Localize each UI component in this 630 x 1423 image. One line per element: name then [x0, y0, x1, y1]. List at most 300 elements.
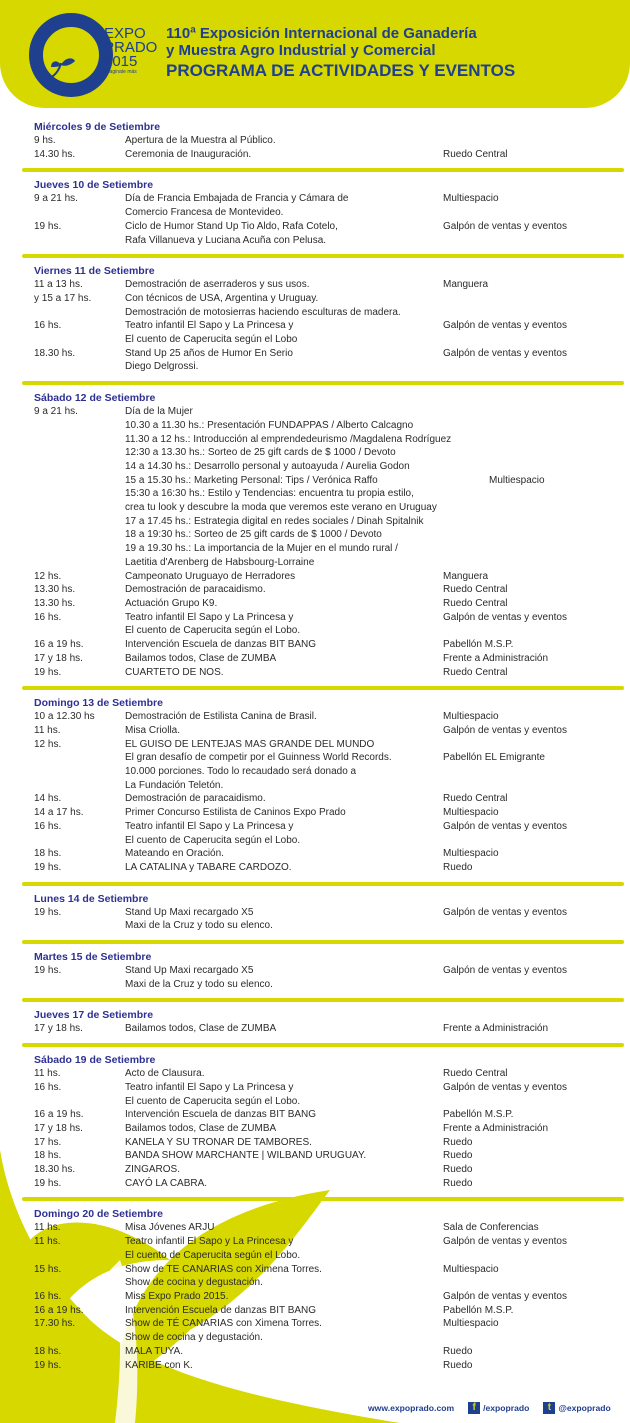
event-row — [34, 347, 612, 361]
day-section — [34, 391, 612, 690]
event-row — [34, 1276, 612, 1290]
event-row — [34, 433, 612, 447]
day-heading: Sábado 19 de Setiembre — [34, 1054, 156, 1067]
event-desc: Día de Francia Embajada de Francia y Cámara de — [125, 193, 349, 205]
event-loc: Galpón de ventas y eventos — [443, 220, 567, 232]
event-loc: Ruedo — [443, 1136, 473, 1148]
day-section — [34, 892, 612, 944]
event-desc: Día de la Mujer — [125, 406, 193, 418]
event-loc: Ruedo Central — [443, 666, 508, 678]
event-time — [34, 460, 125, 474]
event-time: 19 hs. — [34, 1177, 62, 1189]
event-loc: Galpón de ventas y eventos — [443, 820, 567, 832]
event-row — [34, 779, 612, 793]
event-row — [34, 1149, 612, 1163]
day-heading: Jueves 10 de Setiembre — [34, 179, 154, 192]
event-row — [34, 1136, 612, 1150]
event-time — [34, 206, 125, 220]
event-time: 14 a 17 hs. — [34, 807, 84, 819]
twitter-link[interactable] — [543, 1402, 610, 1414]
event-loc: Ruedo Central — [443, 584, 508, 596]
event-time: 19 hs. — [34, 220, 62, 232]
event-desc: Campeonato Uruguayo de Herradores — [125, 570, 296, 582]
section-divider — [22, 1197, 624, 1201]
event-time: 16 a 19 hs. — [34, 1109, 84, 1121]
event-time: 19 hs. — [34, 861, 62, 873]
event-time: 19 hs. — [34, 1359, 62, 1371]
event-time: 10 a 12.30 hs — [34, 711, 95, 723]
event-row — [34, 474, 612, 488]
facebook-icon: f — [468, 1402, 480, 1414]
event-time — [34, 978, 125, 992]
event-desc: El gran desafío de competir por el Guinness World Records. — [125, 752, 392, 764]
logo-tagline: Imaginate más — [104, 69, 137, 75]
event-loc: Ruedo Central — [443, 597, 508, 609]
event-row — [34, 1177, 612, 1191]
event-row — [34, 1221, 612, 1235]
event-desc: CUARTETO DE NOS. — [125, 666, 224, 678]
event-row — [34, 292, 612, 306]
event-desc: 11.30 a 12 hs.: Introducción al emprendedeurismo /Magdalena Rodríguez — [125, 433, 452, 445]
event-loc: Ruedo — [443, 1177, 473, 1189]
event-row — [34, 1108, 612, 1122]
event-desc: EL GUISO DE LENTEJAS MAS GRANDE DEL MUNDO — [125, 738, 375, 750]
event-loc: Galpón de ventas y eventos — [443, 1236, 567, 1248]
event-row — [34, 710, 612, 724]
header-titles — [166, 25, 606, 81]
event-desc: Demostración de motosierras haciendo esculturas de madera. — [125, 306, 401, 318]
event-time: 11 a 13 hs. — [34, 279, 83, 291]
event-time: 16 hs. — [34, 1291, 62, 1302]
event-time: 17 y 18 hs. — [34, 1122, 83, 1134]
event-row — [34, 751, 612, 765]
event-time: 18 hs. — [34, 848, 62, 860]
day-section — [34, 1053, 612, 1201]
event-row — [34, 278, 612, 292]
event-time — [34, 419, 125, 433]
event-desc: Misa Criolla. — [125, 724, 181, 736]
event-desc: BANDA SHOW MARCHANTE | WILBAND URUGUAY. — [125, 1150, 367, 1162]
header-banner — [0, 0, 630, 108]
event-row — [34, 1122, 612, 1136]
event-row — [34, 1317, 612, 1331]
event-time: 13.30 hs. — [34, 584, 76, 596]
event-row — [34, 405, 612, 419]
day-heading: Domingo 13 de Setiembre — [34, 697, 163, 710]
event-desc: Mateando en Oración. — [125, 848, 224, 860]
event-loc: Frente a Administración — [443, 1122, 549, 1134]
event-desc: 10.30 a 11.30 hs.: Presentación FUNDAPPAS / Alberto Calcagno — [125, 419, 414, 431]
event-row — [34, 306, 612, 320]
event-desc: Bailamos todos, Clase de ZUMBA — [125, 1122, 277, 1134]
event-desc: Stand Up Maxi recargado X5 — [125, 965, 254, 977]
event-loc: Pabellón M.S.P. — [443, 639, 514, 651]
website-link[interactable]: www.expoprado.com — [368, 1403, 455, 1413]
event-desc: Demostración de aserraderos y sus usos. — [125, 279, 310, 291]
twitter-icon: t — [543, 1402, 555, 1414]
section-divider — [22, 882, 624, 886]
section-divider — [22, 998, 624, 1002]
event-desc: KARIBE con K. — [125, 1359, 193, 1371]
event-row — [34, 847, 612, 861]
event-time: 17 y 18 hs. — [34, 1023, 83, 1035]
event-time: 11 hs. — [34, 724, 61, 736]
event-row — [34, 528, 612, 542]
event-row — [34, 638, 612, 652]
event-loc: Ruedo Central — [443, 1068, 508, 1080]
event-desc: KANELA Y SU TRONAR DE TAMBORES. — [125, 1136, 312, 1148]
event-row — [34, 1235, 612, 1249]
event-time — [34, 528, 125, 542]
event-desc: Miss Expo Prado 2015. — [125, 1291, 229, 1302]
event-desc: Teatro infantil El Sapo y La Princesa y — [125, 611, 294, 623]
event-desc: Intervención Escuela de danzas BIT BANG — [125, 1109, 317, 1121]
event-desc: Stand Up 25 años de Humor En Serio — [125, 347, 293, 359]
day-section — [34, 1207, 612, 1372]
day-heading: Miércoles 9 de Setiembre — [34, 121, 161, 133]
expoprado-logo-ring — [29, 13, 113, 97]
logo-line2: PRADO — [104, 39, 158, 56]
event-loc: Multiespacio — [443, 807, 499, 819]
event-desc: CAYÓ LA CABRA. — [125, 1177, 208, 1189]
event-desc: Teatro infantil El Sapo y La Princesa y — [125, 1236, 294, 1248]
event-desc: Stand Up Maxi recargado X5 — [125, 906, 254, 918]
event-row — [34, 792, 612, 806]
event-loc: Manguera — [443, 570, 489, 582]
event-time: 16 a 19 hs. — [34, 1304, 84, 1316]
event-row — [34, 333, 612, 347]
event-desc: Actuación Grupo K9. — [125, 597, 218, 609]
event-time: 11 hs. — [34, 1222, 61, 1234]
event-row — [34, 134, 612, 148]
event-time — [34, 834, 125, 848]
event-desc: Teatro infantil El Sapo y La Princesa y — [125, 320, 294, 332]
day-section — [34, 120, 612, 172]
event-desc: Show de TÉ CANARIAS con Ximena Torres. — [125, 1318, 322, 1330]
event-row — [34, 1359, 612, 1373]
event-time: 17 y 18 hs. — [34, 652, 83, 664]
event-loc: Multiespacio — [443, 1263, 499, 1275]
event-desc: Acto de Clausura. — [125, 1068, 205, 1080]
day-section — [34, 696, 612, 885]
event-desc: Teatro infantil El Sapo y La Princesa y — [125, 820, 294, 832]
event-desc: Demostración de paracaidismo. — [125, 793, 266, 805]
event-desc: Misa Jóvenes ARJU — [125, 1222, 215, 1234]
event-row — [34, 419, 612, 433]
event-row — [34, 1095, 612, 1109]
event-row — [34, 738, 612, 752]
event-row — [34, 515, 612, 529]
event-loc: Galpón de ventas y eventos — [443, 965, 567, 977]
event-row — [34, 820, 612, 834]
event-desc: LA CATALINA y TABARE CARDOZO. — [125, 861, 292, 873]
event-time: 14 hs. — [34, 793, 62, 805]
day-heading: Jueves 17 de Setiembre — [34, 1009, 154, 1022]
event-row — [34, 611, 612, 625]
event-time: 17 hs. — [34, 1136, 62, 1148]
event-time — [34, 542, 125, 556]
event-desc: 10.000 porciones. Todo lo recaudado será donado a — [125, 766, 357, 778]
day-heading: Martes 15 de Setiembre — [34, 951, 152, 964]
event-row — [34, 861, 612, 875]
day-heading: Lunes 14 de Setiembre — [34, 892, 149, 905]
event-row — [34, 556, 612, 570]
sprout-icon — [45, 57, 85, 83]
event-loc: Multiespacio — [489, 474, 545, 486]
event-row — [34, 583, 612, 597]
title-line-2: y Muestra Agro Industrial y Comercial — [166, 42, 436, 59]
event-time — [34, 1249, 125, 1263]
day-section — [34, 264, 612, 385]
event-time — [34, 306, 125, 320]
section-divider — [22, 686, 624, 690]
event-time — [34, 515, 125, 529]
event-desc: El cuento de Caperucita según el Lobo. — [125, 1095, 301, 1107]
event-loc: Galpón de ventas y eventos — [443, 906, 567, 918]
page-title: PROGRAMA DE ACTIVIDADES Y EVENTOS — [166, 61, 516, 80]
event-time: 16 a 19 hs. — [34, 639, 84, 651]
event-loc: Galpón de ventas y eventos — [443, 1081, 567, 1093]
event-loc: Frente a Administración — [443, 1023, 549, 1035]
section-divider — [22, 254, 624, 258]
event-loc: Pabellón EL Emigrante — [443, 752, 545, 764]
event-desc: 18 a 19:30 hs.: Sorteo de 25 gift cards de $ 1000 / Devoto — [125, 529, 382, 541]
event-desc: El cuento de Caperucita según el Lobo. — [125, 834, 301, 846]
event-desc: Bailamos todos, Clase de ZUMBA — [125, 652, 277, 664]
event-desc: Diego Delgrossi. — [125, 361, 199, 373]
event-loc: Galpón de ventas y eventos — [443, 611, 567, 623]
event-loc: Multiespacio — [443, 711, 499, 723]
event-row — [34, 234, 612, 248]
event-time: 13.30 hs. — [34, 597, 76, 609]
day-section — [34, 950, 612, 1002]
event-desc: Show de cocina y degustación. — [125, 1332, 263, 1344]
event-desc: Apertura de la Muestra al Público. — [125, 135, 276, 146]
event-row — [34, 597, 612, 611]
event-time: 18.30 hs. — [34, 347, 76, 359]
event-row — [34, 1022, 612, 1036]
event-time — [34, 360, 125, 374]
event-time: 12 hs. — [34, 570, 62, 582]
event-time — [34, 487, 125, 501]
event-time — [34, 779, 125, 793]
event-desc: Comercio Francesa de Montevideo. — [125, 207, 284, 219]
event-loc: Ruedo Central — [443, 793, 508, 805]
event-loc: Pabellón M.S.P. — [443, 1304, 514, 1316]
schedule-list — [34, 120, 612, 1372]
event-time — [34, 556, 125, 570]
event-time: 19 hs. — [34, 666, 62, 678]
event-row — [34, 1163, 612, 1177]
event-row — [34, 1081, 612, 1095]
event-desc: Maxi de la Cruz y todo su elenco. — [125, 920, 273, 932]
event-time — [34, 765, 125, 779]
footer-links — [368, 1402, 611, 1414]
event-time: 9 a 21 hs. — [34, 406, 78, 418]
event-desc: 15:30 a 16:30 hs.: Estilo y Tendencias: encuentra tu propia estilo, — [125, 488, 414, 500]
event-desc: crea tu look y descubre la moda que veremos este verano en Uruguay — [125, 502, 437, 514]
event-time: 16 hs. — [34, 1081, 62, 1093]
event-row — [34, 1263, 612, 1277]
day-heading: Sábado 12 de Setiembre — [34, 392, 156, 405]
event-time: 17.30 hs. — [34, 1318, 76, 1330]
event-row — [34, 1249, 612, 1263]
event-row — [34, 192, 612, 206]
event-time — [34, 433, 125, 447]
event-row — [34, 148, 612, 162]
event-loc: Galpón de ventas y eventos — [443, 1291, 567, 1302]
title-line-1: 110ª Exposición Internacional de Ganadería — [166, 25, 477, 42]
event-row — [34, 542, 612, 556]
event-row — [34, 446, 612, 460]
event-desc: 17 a 17.45 hs.: Estrategia digital en redes sociales / Dinah Spitalnik — [125, 515, 424, 527]
event-loc: Multiespacio — [443, 193, 499, 205]
event-row — [34, 360, 612, 374]
event-time — [34, 751, 125, 765]
event-row — [34, 1345, 612, 1359]
event-desc: Demostración de Estilista Canina de Brasil. — [125, 711, 317, 723]
event-loc: Ruedo — [443, 1150, 473, 1162]
event-time — [34, 446, 125, 460]
day-section — [34, 1008, 612, 1047]
event-row — [34, 220, 612, 234]
event-time — [34, 624, 125, 638]
day-heading: Domingo 20 de Setiembre — [34, 1208, 163, 1221]
event-desc: El cuento de Caperucita según el Lobo. — [125, 625, 301, 637]
event-time: 19 hs. — [34, 906, 62, 918]
event-time: 16 hs. — [34, 320, 62, 332]
event-row — [34, 964, 612, 978]
twitter-handle: @expoprado — [558, 1403, 611, 1413]
event-time: 12 hs. — [34, 738, 62, 750]
event-row — [34, 666, 612, 680]
section-divider — [22, 168, 624, 172]
event-time: 16 hs. — [34, 611, 62, 623]
event-loc: Ruedo Central — [443, 148, 508, 160]
event-row — [34, 1331, 612, 1345]
logo-line3: 2015 — [104, 53, 138, 70]
event-loc: Galpón de ventas y eventos — [443, 724, 567, 736]
event-time — [34, 234, 125, 248]
event-desc: Demostración de paracaidismo. — [125, 584, 266, 596]
event-time: 19 hs. — [34, 965, 62, 977]
section-divider — [22, 381, 624, 385]
event-time — [34, 1331, 125, 1345]
event-desc: Intervención Escuela de danzas BIT BANG — [125, 639, 317, 651]
event-desc: Primer Concurso Estilista de Caninos Expo Prado — [125, 807, 346, 819]
event-loc: Ruedo — [443, 1345, 473, 1357]
event-time: 18 hs. — [34, 1150, 62, 1162]
event-loc: Ruedo — [443, 1359, 473, 1371]
facebook-link[interactable] — [468, 1402, 529, 1414]
event-row — [34, 460, 612, 474]
event-desc: 14 a 14.30 hs.: Desarrollo personal y autoayuda / Aurelia Godon — [125, 460, 410, 472]
event-loc: Pabellón M.S.P. — [443, 1109, 514, 1121]
day-heading: Viernes 11 de Setiembre — [34, 265, 155, 278]
event-desc: El cuento de Caperucita según el Lobo — [125, 334, 298, 346]
logo-line1: EXPO — [104, 25, 146, 42]
event-time: 14.30 hs. — [34, 148, 76, 160]
event-loc: Frente a Administración — [443, 652, 549, 664]
event-row — [34, 501, 612, 515]
event-row — [34, 724, 612, 738]
event-desc: MALA TUYA. — [125, 1345, 183, 1357]
event-row — [34, 487, 612, 501]
event-time: 9 a 21 hs. — [34, 193, 78, 205]
event-desc: Ciclo de Humor Stand Up Tio Aldo, Rafa Cotelo, — [125, 220, 338, 232]
event-desc: Maxi de la Cruz y todo su elenco. — [125, 978, 273, 990]
event-time: 15 hs. — [34, 1263, 62, 1275]
event-desc: La Fundación Teletón. — [125, 779, 224, 791]
event-time: 9 hs. — [34, 135, 56, 146]
event-time — [34, 474, 125, 488]
event-row — [34, 652, 612, 666]
event-loc: Sala de Conferencias — [443, 1222, 539, 1234]
section-divider — [22, 1043, 624, 1047]
event-desc: Laetitia d'Arenberg de Habsbourg-Lorraine — [125, 556, 315, 568]
event-desc: ZINGAROS. — [125, 1164, 181, 1176]
event-row — [34, 765, 612, 779]
event-desc: Show de cocina y degustación. — [125, 1277, 263, 1289]
event-time: 18.30 hs. — [34, 1164, 76, 1176]
event-desc: 12:30 a 13.30 hs.: Sorteo de 25 gift cards de $ 1000 / Devoto — [125, 447, 396, 459]
event-loc: Manguera — [443, 279, 489, 291]
event-time — [34, 501, 125, 515]
event-desc: 19 a 19.30 hs.: La importancia de la Mujer en el mundo rural / — [125, 543, 398, 555]
event-loc: Ruedo — [443, 1164, 473, 1176]
event-desc: Teatro infantil El Sapo y La Princesa y — [125, 1081, 294, 1093]
event-row — [34, 1304, 612, 1318]
event-row — [34, 624, 612, 638]
event-time: 11 hs. — [34, 1068, 61, 1080]
event-row — [34, 1290, 612, 1304]
event-desc: 15 a 15.30 hs.: Marketing Personal: Tips / Verónica Raffo — [125, 474, 378, 486]
event-time — [34, 1095, 125, 1109]
event-time: 16 hs. — [34, 820, 62, 832]
event-desc: El cuento de Caperucita según el Lobo. — [125, 1249, 301, 1261]
event-desc: Bailamos todos, Clase de ZUMBA — [125, 1023, 277, 1035]
event-loc: Multiespacio — [443, 1318, 499, 1330]
section-divider — [22, 940, 624, 944]
event-time: 11 hs. — [34, 1236, 61, 1248]
event-row — [34, 206, 612, 220]
event-desc: Show de TE CANARIAS con Ximena Torres. — [125, 1263, 322, 1275]
expoprado-logo-text — [104, 27, 160, 76]
event-row — [34, 906, 612, 920]
event-loc: Ruedo — [443, 861, 473, 873]
facebook-handle: /expoprado — [483, 1403, 530, 1413]
event-row — [34, 1067, 612, 1081]
event-time: y 15 a 17 hs. — [34, 292, 92, 304]
event-time — [34, 333, 125, 347]
event-row — [34, 570, 612, 584]
event-loc: Galpón de ventas y eventos — [443, 320, 567, 332]
event-loc: Multiespacio — [443, 848, 499, 860]
event-desc: Intervención Escuela de danzas BIT BANG — [125, 1304, 317, 1316]
day-section — [34, 178, 612, 258]
event-loc: Galpón de ventas y eventos — [443, 347, 567, 359]
event-row — [34, 834, 612, 848]
event-desc: Ceremonia de Inauguración. — [125, 148, 252, 160]
event-time: 18 hs. — [34, 1345, 62, 1357]
event-row — [34, 806, 612, 820]
event-row — [34, 978, 612, 992]
event-time — [34, 1276, 125, 1290]
event-desc: Rafa Villanueva y Luciana Acuña con Pelusa. — [125, 234, 327, 246]
event-time — [34, 919, 125, 933]
event-row — [34, 919, 612, 933]
event-row — [34, 319, 612, 333]
